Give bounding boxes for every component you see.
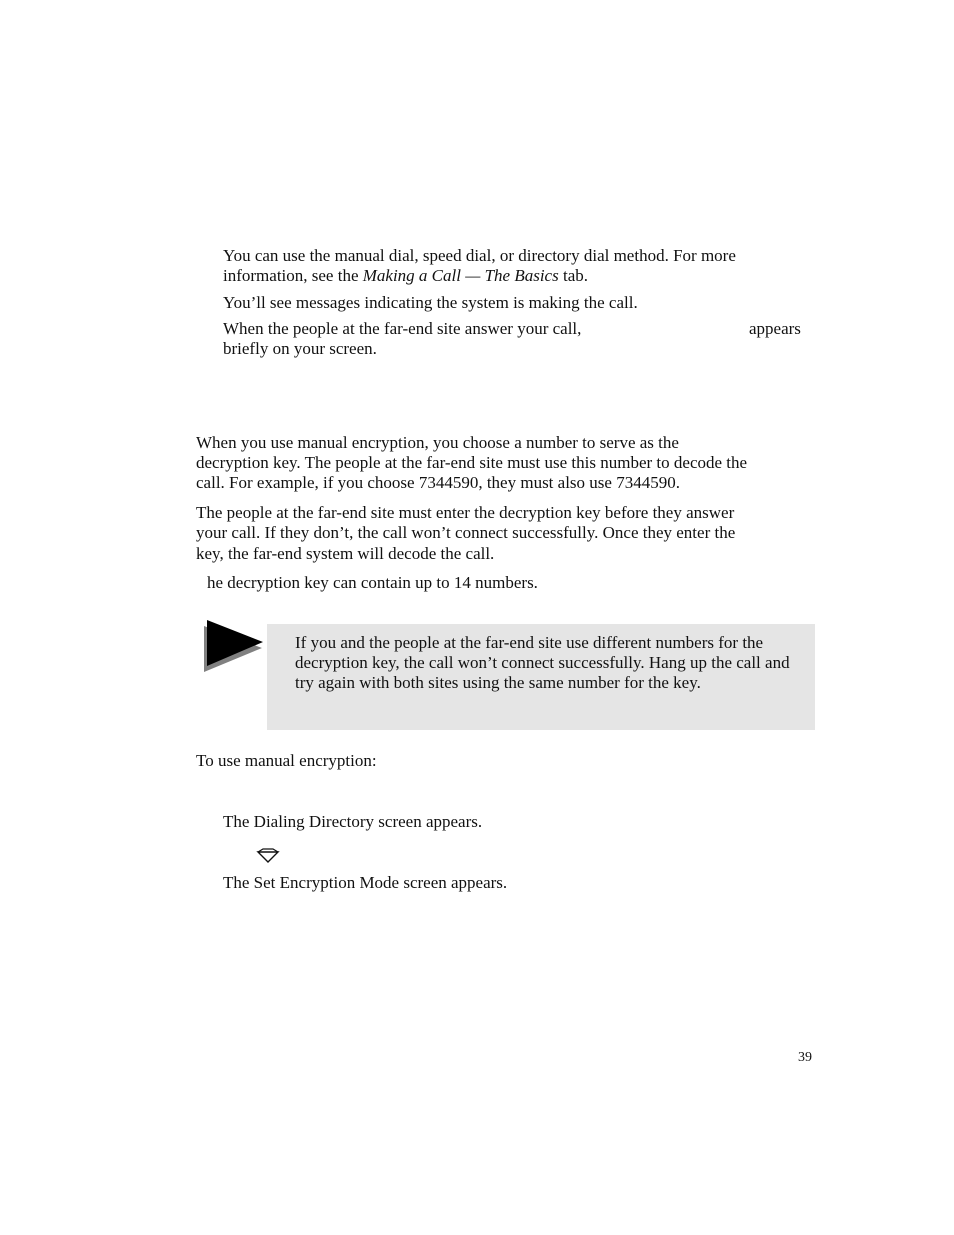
- body-text-line: The people at the far-end site must enter the decryption key before they answer: [196, 503, 735, 522]
- procedure-intro: To use manual encryption:: [196, 751, 377, 770]
- step-text-line: [223, 266, 588, 286]
- body-text-line: When you use manual encryption, you choose a number to serve as the: [196, 433, 679, 452]
- body-text-line: he decryption key can contain up to 14 numbers.: [207, 573, 538, 592]
- note-text: If you and the people at the far-end site use different numbers for the decryption key, the call won’t connect successfully. Hang up the call and try again with both sites using the same number for the key.: [295, 633, 790, 692]
- body-text-line: call. For example, if you choose 7344590, they must also use 7344590.: [196, 473, 680, 492]
- page-number: 39: [798, 1050, 812, 1065]
- down-arrow-key-icon: [256, 848, 280, 864]
- step-text-line: You can use the manual dial, speed dial, or directory dial method. For more: [223, 246, 736, 265]
- step-result-text: The Set Encryption Mode screen appears.: [223, 873, 508, 892]
- step-result-text: You’ll see messages indicating the system is making the call.: [223, 293, 638, 312]
- note-arrow-icon: [200, 618, 266, 674]
- step-text-fragment: appears: [749, 319, 801, 338]
- step-text-line: When the people at the far-end site answer your call,: [223, 319, 582, 338]
- step-result-text: The Dialing Directory screen appears.: [223, 812, 483, 831]
- section-reference: Making a Call — The Basics: [362, 266, 559, 285]
- body-text-line: key, the far-end system will decode the call.: [196, 544, 495, 563]
- step-text-line: briefly on your screen.: [223, 339, 377, 358]
- step-text-fragment: tab.: [558, 266, 588, 285]
- body-text-line: your call. If they don’t, the call won’t connect successfully. Once they enter the: [196, 523, 736, 542]
- body-text-line: decryption key. The people at the far-end site must use this number to decode the: [196, 453, 748, 472]
- step-text-fragment: information, see the: [223, 266, 363, 285]
